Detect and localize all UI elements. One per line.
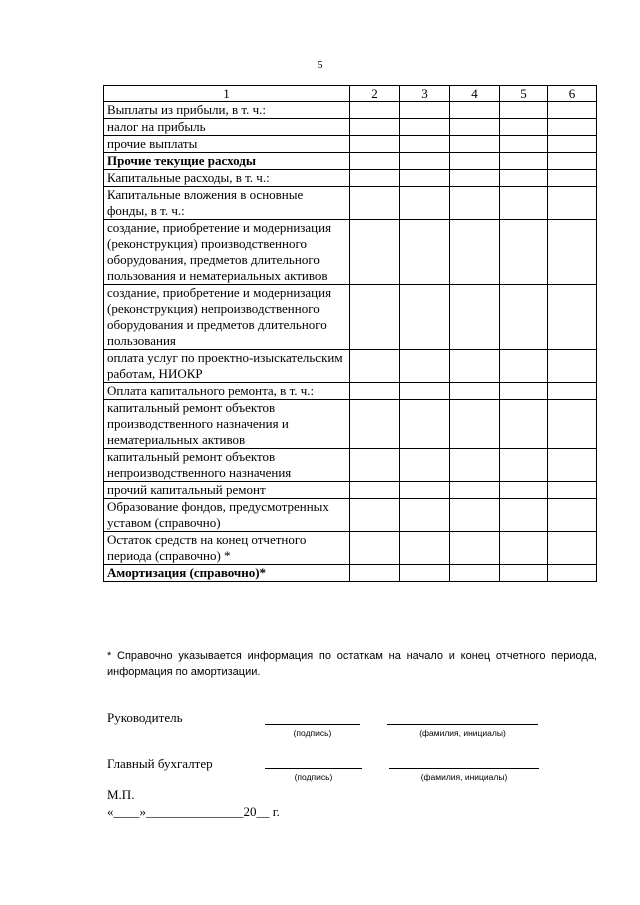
value-cell[interactable] <box>400 153 450 170</box>
value-cell[interactable] <box>548 170 597 187</box>
value-cell[interactable] <box>450 220 500 285</box>
value-cell[interactable] <box>548 119 597 136</box>
table-row <box>104 220 597 285</box>
value-cell[interactable] <box>500 383 548 400</box>
accountant-name-line[interactable] <box>389 768 539 769</box>
value-cell[interactable] <box>400 285 450 350</box>
value-cell[interactable] <box>548 383 597 400</box>
value-cell[interactable] <box>548 285 597 350</box>
row-label: прочие выплаты <box>104 136 350 153</box>
value-cell[interactable] <box>500 102 548 119</box>
value-cell[interactable] <box>350 383 400 400</box>
value-cell[interactable] <box>350 220 400 285</box>
value-cell[interactable] <box>500 400 548 449</box>
value-cell[interactable] <box>450 170 500 187</box>
value-cell[interactable] <box>400 482 450 499</box>
value-cell[interactable] <box>350 400 400 449</box>
value-cell[interactable] <box>450 449 500 482</box>
stamp-label: М.П. <box>107 787 135 802</box>
value-cell[interactable] <box>548 220 597 285</box>
head-signature-line[interactable] <box>265 724 360 725</box>
table-row <box>104 383 597 400</box>
value-cell[interactable] <box>400 119 450 136</box>
column-header: 5 <box>500 86 548 102</box>
value-cell[interactable] <box>450 499 500 532</box>
column-header: 4 <box>450 86 500 102</box>
head-name-caption: (фамилия, инициалы) <box>419 728 506 738</box>
row-label: Прочие текущие расходы <box>104 153 350 170</box>
table-row <box>104 482 597 499</box>
head-name-line[interactable] <box>387 724 538 725</box>
value-cell[interactable] <box>548 350 597 383</box>
value-cell[interactable] <box>500 532 548 565</box>
row-label: Выплаты из прибыли, в т. ч.: <box>104 102 350 119</box>
date-line: «____»_______________20__ г. <box>107 804 280 819</box>
value-cell[interactable] <box>548 532 597 565</box>
value-cell[interactable] <box>548 499 597 532</box>
row-label: Капитальные расходы, в т. ч.: <box>104 170 350 187</box>
value-cell[interactable] <box>450 119 500 136</box>
value-cell[interactable] <box>350 119 400 136</box>
value-cell[interactable] <box>450 565 500 582</box>
footnote: * Справочно указывается информация по остаткам на начало и конец отчетного периода, информация по амортизации. <box>107 650 597 678</box>
value-cell[interactable] <box>350 499 400 532</box>
value-cell[interactable] <box>450 102 500 119</box>
table-row <box>104 532 597 565</box>
value-cell[interactable] <box>400 383 450 400</box>
value-cell[interactable] <box>350 285 400 350</box>
table-row <box>104 187 597 220</box>
table-row <box>104 153 597 170</box>
value-cell[interactable] <box>450 136 500 153</box>
value-cell[interactable] <box>500 136 548 153</box>
value-cell[interactable] <box>350 136 400 153</box>
value-cell[interactable] <box>500 482 548 499</box>
head-signature-caption: (подпись) <box>293 728 332 738</box>
accountant-signature-caption: (подпись) <box>294 772 333 782</box>
accountant-label: Главный бухгалтер <box>107 756 213 771</box>
table-row <box>104 285 597 350</box>
head-label: Руководитель <box>107 710 183 725</box>
row-label: оплата услуг по проектно-изыскательским работам, НИОКР <box>104 350 350 383</box>
row-label: капитальный ремонт объектов производственного назначения и нематериальных активов <box>104 400 350 449</box>
value-cell[interactable] <box>400 136 450 153</box>
value-cell[interactable] <box>450 350 500 383</box>
value-cell[interactable] <box>548 102 597 119</box>
value-cell[interactable] <box>500 350 548 383</box>
value-cell[interactable] <box>400 102 450 119</box>
value-cell[interactable] <box>400 449 450 482</box>
table-row <box>104 136 597 153</box>
table-row <box>104 565 597 582</box>
row-label: Амортизация (справочно)* <box>104 565 350 582</box>
value-cell[interactable] <box>400 400 450 449</box>
value-cell[interactable] <box>400 499 450 532</box>
value-cell[interactable] <box>500 565 548 582</box>
page-number: 5 <box>317 60 323 71</box>
value-cell[interactable] <box>500 220 548 285</box>
value-cell[interactable] <box>350 532 400 565</box>
value-cell[interactable] <box>500 499 548 532</box>
table-row <box>104 499 597 532</box>
table-row <box>104 449 597 482</box>
value-cell[interactable] <box>350 565 400 582</box>
value-cell[interactable] <box>500 285 548 350</box>
value-cell[interactable] <box>450 285 500 350</box>
value-cell[interactable] <box>350 449 400 482</box>
row-label: Оплата капитального ремонта, в т. ч.: <box>104 383 350 400</box>
value-cell[interactable] <box>500 170 548 187</box>
value-cell[interactable] <box>500 187 548 220</box>
value-cell[interactable] <box>400 532 450 565</box>
column-header: 6 <box>548 86 597 102</box>
table-row <box>104 119 597 136</box>
value-cell[interactable] <box>400 565 450 582</box>
value-cell[interactable] <box>350 187 400 220</box>
value-cell[interactable] <box>450 400 500 449</box>
value-cell[interactable] <box>350 482 400 499</box>
value-cell[interactable] <box>548 136 597 153</box>
row-label: Образование фондов, предусмотренных уставом (справочно) <box>104 499 350 532</box>
value-cell[interactable] <box>548 449 597 482</box>
report-table <box>103 85 597 582</box>
value-cell[interactable] <box>450 187 500 220</box>
accountant-name-caption: (фамилия, инициалы) <box>420 772 508 782</box>
table-row <box>104 400 597 449</box>
table-row <box>104 350 597 383</box>
row-label: создание, приобретение и модернизация (реконструкция) производственного оборудования, предметов длительного пользования и нематериальных активов <box>104 220 350 285</box>
row-label: капитальный ремонт объектов непроизводственного назначения <box>104 449 350 482</box>
value-cell[interactable] <box>500 449 548 482</box>
value-cell[interactable] <box>400 187 450 220</box>
value-cell[interactable] <box>500 119 548 136</box>
value-cell[interactable] <box>350 153 400 170</box>
value-cell[interactable] <box>400 170 450 187</box>
value-cell[interactable] <box>450 383 500 400</box>
value-cell[interactable] <box>548 482 597 499</box>
value-cell[interactable] <box>548 187 597 220</box>
value-cell[interactable] <box>350 350 400 383</box>
value-cell[interactable] <box>548 565 597 582</box>
row-label: Остаток средств на конец отчетного периода (справочно) * <box>104 532 350 565</box>
row-label: налог на прибыль <box>104 119 350 136</box>
table-row <box>104 102 597 119</box>
column-header: 1 <box>104 86 350 102</box>
value-cell[interactable] <box>450 153 500 170</box>
value-cell[interactable] <box>548 400 597 449</box>
column-header: 3 <box>400 86 450 102</box>
value-cell[interactable] <box>450 532 500 565</box>
column-header: 2 <box>350 86 400 102</box>
value-cell[interactable] <box>450 482 500 499</box>
row-label: Капитальные вложения в основные фонды, в т. ч.: <box>104 187 350 220</box>
row-label: прочий капитальный ремонт <box>104 482 350 499</box>
row-label: создание, приобретение и модернизация (реконструкция) непроизводственного оборудования и предметов длительного пользования <box>104 285 350 350</box>
value-cell[interactable] <box>400 220 450 285</box>
table-header-row <box>104 86 597 102</box>
table-row <box>104 170 597 187</box>
accountant-signature-line[interactable] <box>265 768 362 769</box>
value-cell[interactable] <box>548 153 597 170</box>
value-cell[interactable] <box>500 153 548 170</box>
value-cell[interactable] <box>350 170 400 187</box>
value-cell[interactable] <box>400 350 450 383</box>
value-cell[interactable] <box>350 102 400 119</box>
